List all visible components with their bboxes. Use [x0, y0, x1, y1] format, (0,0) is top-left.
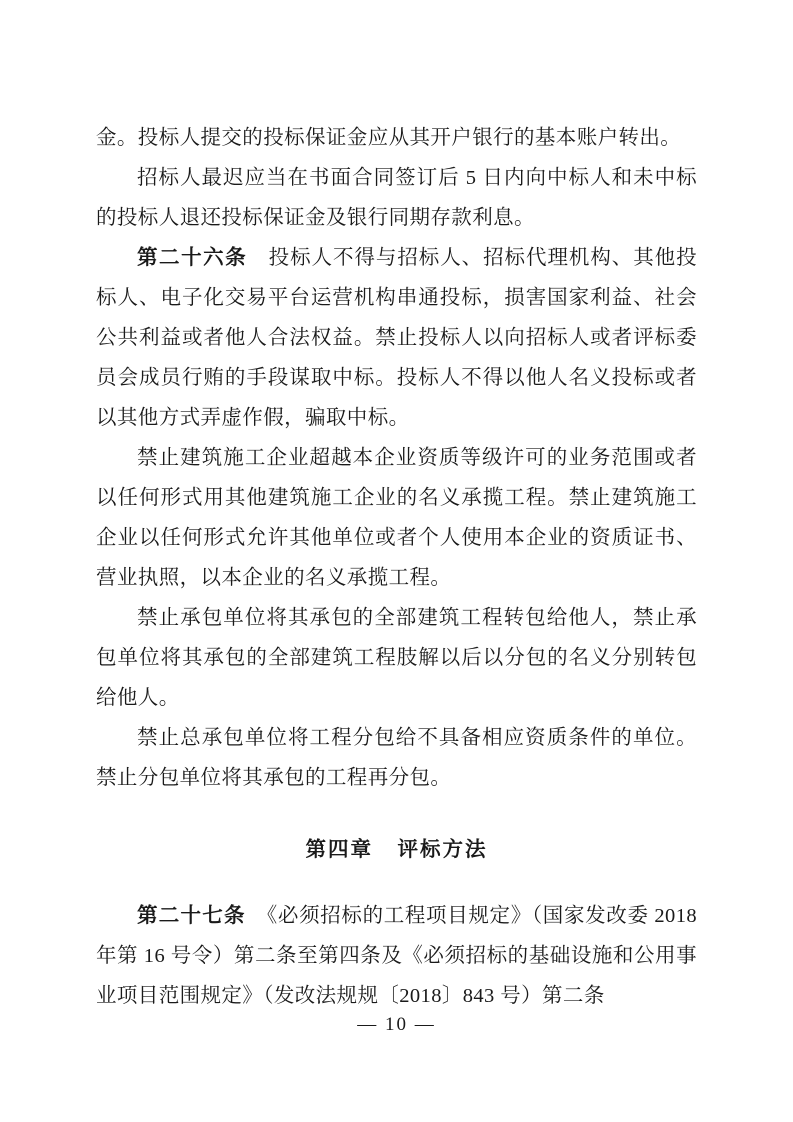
document-body	[96, 118, 697, 1016]
paragraph-subcontract-prohibition: 禁止承包单位将其承包的全部建筑工程转包给他人，禁止承包单位将其承包的全部建筑工程肢解以后以分包的名义分别转包给他人。	[96, 607, 697, 709]
article-27-text: 《必须招标的工程项目规定》（国家发改委 2018 年第 16 号令）第二条至第四条及《必须招标的基础设施和公用事业项目范围规定》（发改法规规〔2018〕843 号）第二条	[96, 905, 698, 1007]
chapter-number: 第四章	[305, 839, 373, 861]
paragraph-article-26	[96, 238, 697, 438]
chapter-title: 评标方法	[397, 839, 488, 861]
paragraph-continued: 金。投标人提交的投标保证金应从其开户银行的基本账户转出。	[96, 127, 682, 149]
page-number: — 10 —	[357, 1014, 436, 1035]
article-spacer	[247, 247, 268, 269]
article-26-text: 投标人不得与招标人、招标代理机构、其他投标人、电子化交易平台运营机构串通投标，损害国家利益、社会公共利益或者他人合法权益。禁止投标人以向招标人或者评标委员会成员行贿的手段谋取中标。投标人不得以他人名义投标或者以其他方式弄虚作假，骗取中标。	[96, 247, 698, 429]
paragraph-article-27	[96, 896, 697, 1016]
paragraph-bid-bond-refund: 招标人最迟应当在书面合同签订后 5 日内向中标人和未中标的投标人退还投标保证金及银行同期存款利息。	[96, 167, 697, 229]
article-number-27: 第二十七条	[137, 905, 246, 927]
article-number-26: 第二十六条	[137, 247, 248, 269]
paragraph-general-contractor-prohibition: 禁止总承包单位将工程分包给不具备相应资质条件的单位。禁止分包单位将其承包的工程再分包。	[96, 727, 697, 789]
article-spacer	[246, 905, 267, 927]
paragraph-qualification-prohibition: 禁止建筑施工企业超越本企业资质等级许可的业务范围或者以任何形式用其他建筑施工企业的名义承揽工程。禁止建筑施工企业以任何形式允许其他单位或者个人使用本企业的资质证书、营业执照，以本企业的名义承揽工程。	[96, 447, 697, 589]
chapter-heading	[96, 830, 697, 870]
